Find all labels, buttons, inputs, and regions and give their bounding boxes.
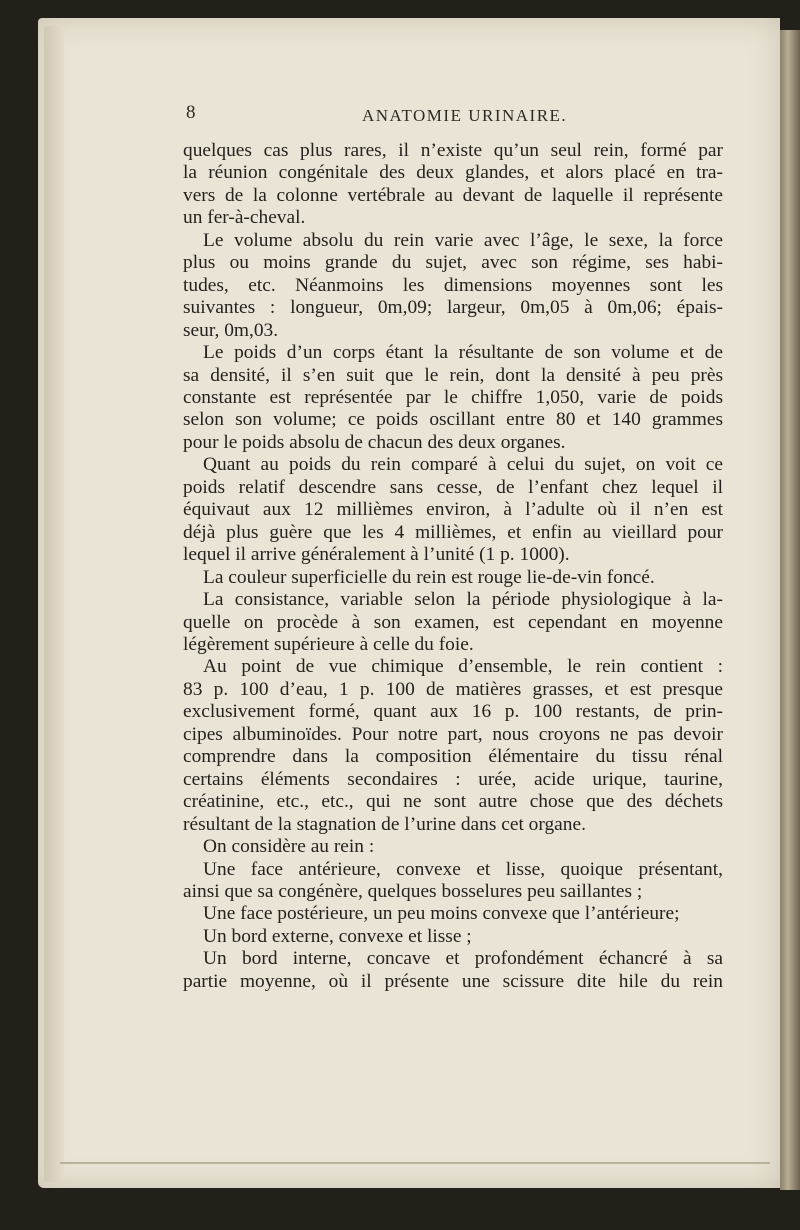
text-line: pour le poids absolu de chacun des deux organes.: [183, 431, 566, 453]
page-number: 8: [186, 102, 196, 123]
text-line: La couleur superficielle du rein est rouge lie-de-vin foncé.: [203, 566, 655, 588]
text-line: quelle on procède à son examen, est cependant en moyenne: [183, 611, 723, 633]
text-line: selon son volume; ce poids oscillant entre 80 et 140 grammes: [183, 409, 723, 431]
text-line: poids relatif descendre sans cesse, de l’enfant chez lequel il: [183, 476, 723, 498]
text-line: un fer-à-cheval.: [183, 207, 306, 229]
text-line: résultant de la stagnation de l’urine dans cet organe.: [183, 813, 586, 835]
text-line: vers de la colonne vertébrale au devant de laquelle il représente: [183, 184, 723, 206]
text-line: constante est représentée par le chiffre 1,050, varie de poids: [183, 386, 723, 408]
text-line: Le volume absolu du rein varie avec l’âge, le sexe, la force: [203, 229, 723, 251]
text-line: Une face postérieure, un peu moins convexe que l’antérieure;: [203, 903, 680, 925]
text-line: tudes, etc. Néanmoins les dimensions moyennes sont les: [183, 274, 723, 296]
text-line: équivaut aux 12 millièmes environ, à l’adulte où il n’en est: [183, 499, 723, 521]
text-line: la réunion congénitale des deux glandes, et alors placé en tra-: [183, 162, 723, 184]
text-line: cipes albuminoïdes. Pour notre part, nous croyons ne pas devoir: [183, 723, 723, 745]
text-line: Au point de vue chimique d’ensemble, le rein contient :: [203, 656, 723, 678]
text-line: lequel il arrive généralement à l’unité (1 p. 1000).: [183, 544, 570, 566]
page-edge: [44, 26, 64, 1182]
body-text: [183, 140, 723, 993]
page-header: [186, 102, 726, 132]
text-line: Un bord interne, concave et profondément échancré à sa: [203, 948, 723, 970]
text-line: exclusivement formé, quant aux 16 p. 100 restants, de prin-: [183, 701, 723, 723]
text-line: sa densité, il s’en suit que le rein, dont la densité à peu près: [183, 364, 723, 386]
text-line: La consistance, variable selon la période physiologique à la-: [203, 589, 723, 611]
text-line: quelques cas plus rares, il n’existe qu’un seul rein, formé par: [183, 140, 723, 161]
page-bottom-edge: [60, 1162, 770, 1164]
text-line: certains éléments secondaires : urée, acide urique, taurine,: [183, 768, 723, 790]
text-line: On considère au rein :: [203, 836, 375, 858]
text-line: ainsi que sa congénère, quelques bosselures peu saillantes ;: [183, 880, 643, 902]
text-line: Un bord externe, convexe et lisse ;: [203, 925, 472, 947]
facing-page-edge: [780, 30, 800, 1190]
text-line: Le poids d’un corps étant la résultante de son volume et de: [203, 342, 723, 364]
text-line: déjà plus guère que les 4 millièmes, et enfin au vieillard pour: [183, 521, 723, 543]
text-line: plus ou moins grande du sujet, avec son régime, ses habi-: [183, 252, 723, 274]
text-line: Quant au poids du rein comparé à celui du sujet, on voit ce: [203, 454, 723, 476]
text-line: partie moyenne, où il présente une scissure dite hile du rein: [183, 970, 723, 992]
running-title: ANATOMIE URINAIRE.: [362, 106, 568, 125]
text-line: seur, 0m,03.: [183, 319, 279, 341]
text-line: légèrement supérieure à celle du foie.: [183, 633, 474, 655]
text-line: suivantes : longueur, 0m,09; largeur, 0m,05 à 0m,06; épais-: [183, 297, 723, 319]
text-line: 83 p. 100 d’eau, 1 p. 100 de matières grasses, et est presque: [183, 678, 723, 700]
text-line: Une face antérieure, convexe et lisse, quoique présentant,: [203, 858, 723, 880]
text-line: comprendre dans la composition élémentaire du tissu rénal: [183, 746, 723, 768]
text-line: créatinine, etc., etc., qui ne sont autre chose que des déchets: [183, 791, 723, 813]
